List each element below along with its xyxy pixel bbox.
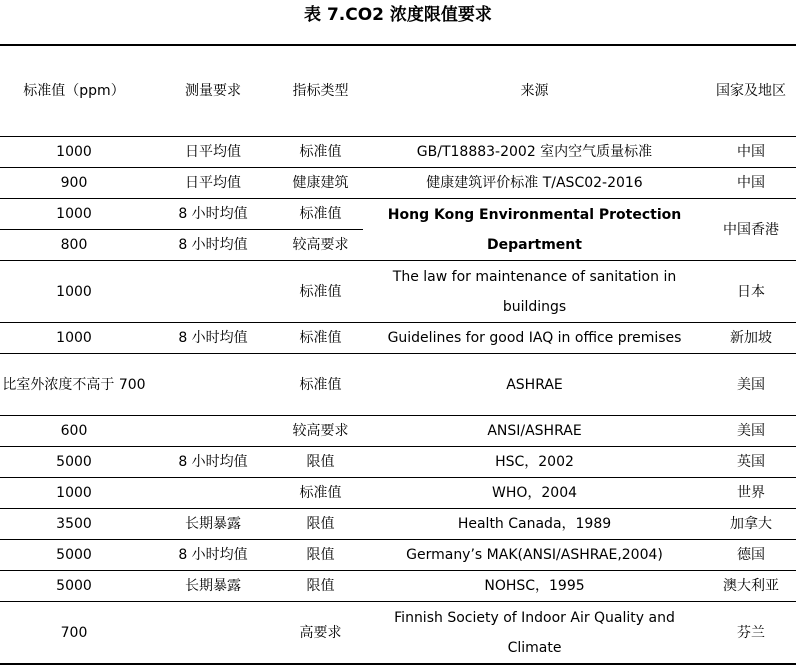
cell-measure	[148, 354, 278, 416]
cell-measure: 8 小时均值	[148, 230, 278, 261]
cell-value: 比室外浓度不高于 700	[0, 354, 148, 416]
cell-region: 中国	[706, 168, 796, 199]
cell-measure	[148, 261, 278, 323]
cell-value: 1000	[0, 199, 148, 230]
cell-type: 标准值	[278, 354, 363, 416]
cell-type: 标准值	[278, 261, 363, 323]
cell-value: 900	[0, 168, 148, 199]
header-row	[0, 45, 796, 137]
table-row	[0, 478, 796, 509]
cell-type: 标准值	[278, 137, 363, 168]
cell-region: 美国	[706, 416, 796, 447]
cell-value: 600	[0, 416, 148, 447]
cell-type: 较高要求	[278, 416, 363, 447]
cell-value: 1000	[0, 323, 148, 354]
cell-value: 5000	[0, 540, 148, 571]
cell-source: The law for maintenance of sanitation in buildings	[363, 261, 706, 323]
cell-measure: 日平均值	[148, 137, 278, 168]
cell-measure: 8 小时均值	[148, 323, 278, 354]
cell-region: 中国	[706, 137, 796, 168]
cell-region: 加拿大	[706, 509, 796, 540]
header-region: 国家及地区	[706, 45, 796, 137]
cell-type: 标准值	[278, 478, 363, 509]
cell-type: 限值	[278, 509, 363, 540]
cell-type: 标准值	[278, 199, 363, 230]
cell-value: 1000	[0, 478, 148, 509]
header-source: 来源	[363, 45, 706, 137]
cell-value: 1000	[0, 137, 148, 168]
cell-source: Guidelines for good IAQ in office premises	[363, 323, 706, 354]
table-row	[0, 571, 796, 602]
co2-limits-table	[0, 44, 796, 665]
cell-measure: 8 小时均值	[148, 447, 278, 478]
cell-source: GB/T18883-2002 室内空气质量标准	[363, 137, 706, 168]
cell-measure: 长期暴露	[148, 571, 278, 602]
cell-measure: 日平均值	[148, 168, 278, 199]
cell-source: ANSI/ASHRAE	[363, 416, 706, 447]
cell-measure	[148, 478, 278, 509]
cell-value: 5000	[0, 571, 148, 602]
header-value: 标准值（ppm）	[0, 45, 148, 137]
header-measure: 测量要求	[148, 45, 278, 137]
cell-region: 澳大利亚	[706, 571, 796, 602]
cell-type: 高要求	[278, 602, 363, 665]
cell-value: 700	[0, 602, 148, 665]
cell-region: 新加坡	[706, 323, 796, 354]
cell-source: ASHRAE	[363, 354, 706, 416]
cell-measure: 8 小时均值	[148, 199, 278, 230]
table-row	[0, 168, 796, 199]
cell-region: 德国	[706, 540, 796, 571]
table-row	[0, 199, 796, 230]
table-row	[0, 261, 796, 323]
cell-value: 800	[0, 230, 148, 261]
cell-region: 日本	[706, 261, 796, 323]
table-row	[0, 509, 796, 540]
table-title: 表 7.CO2 浓度限值要求	[304, 5, 492, 25]
cell-type: 标准值	[278, 323, 363, 354]
table-row	[0, 416, 796, 447]
cell-measure: 8 小时均值	[148, 540, 278, 571]
cell-type: 限值	[278, 447, 363, 478]
table-row	[0, 447, 796, 478]
cell-source: Finnish Society of Indoor Air Quality and Climate	[363, 602, 706, 665]
cell-source: Germany’s MAK(ANSI/ASHRAE,2004)	[363, 540, 706, 571]
cell-type: 限值	[278, 571, 363, 602]
cell-type: 较高要求	[278, 230, 363, 261]
cell-region: 美国	[706, 354, 796, 416]
header-type: 指标类型	[278, 45, 363, 137]
cell-measure	[148, 602, 278, 665]
cell-type: 限值	[278, 540, 363, 571]
cell-measure: 长期暴露	[148, 509, 278, 540]
cell-region: 英国	[706, 447, 796, 478]
cell-value: 1000	[0, 261, 148, 323]
table-row	[0, 354, 796, 416]
cell-value: 5000	[0, 447, 148, 478]
table-row	[0, 323, 796, 354]
cell-type: 健康建筑	[278, 168, 363, 199]
cell-source: 健康建筑评价标准 T/ASC02-2016	[363, 168, 706, 199]
cell-source: Hong Kong Environmental Protection Department	[363, 199, 706, 261]
cell-region: 芬兰	[706, 602, 796, 665]
cell-region: 中国香港	[706, 199, 796, 261]
cell-source: Health Canada，1989	[363, 509, 706, 540]
cell-source: HSC，2002	[363, 447, 706, 478]
table-row	[0, 602, 796, 665]
table-row	[0, 137, 796, 168]
cell-region: 世界	[706, 478, 796, 509]
cell-source: NOHSC，1995	[363, 571, 706, 602]
table-row	[0, 540, 796, 571]
cell-measure	[148, 416, 278, 447]
cell-source: WHO，2004	[363, 478, 706, 509]
cell-value: 3500	[0, 509, 148, 540]
